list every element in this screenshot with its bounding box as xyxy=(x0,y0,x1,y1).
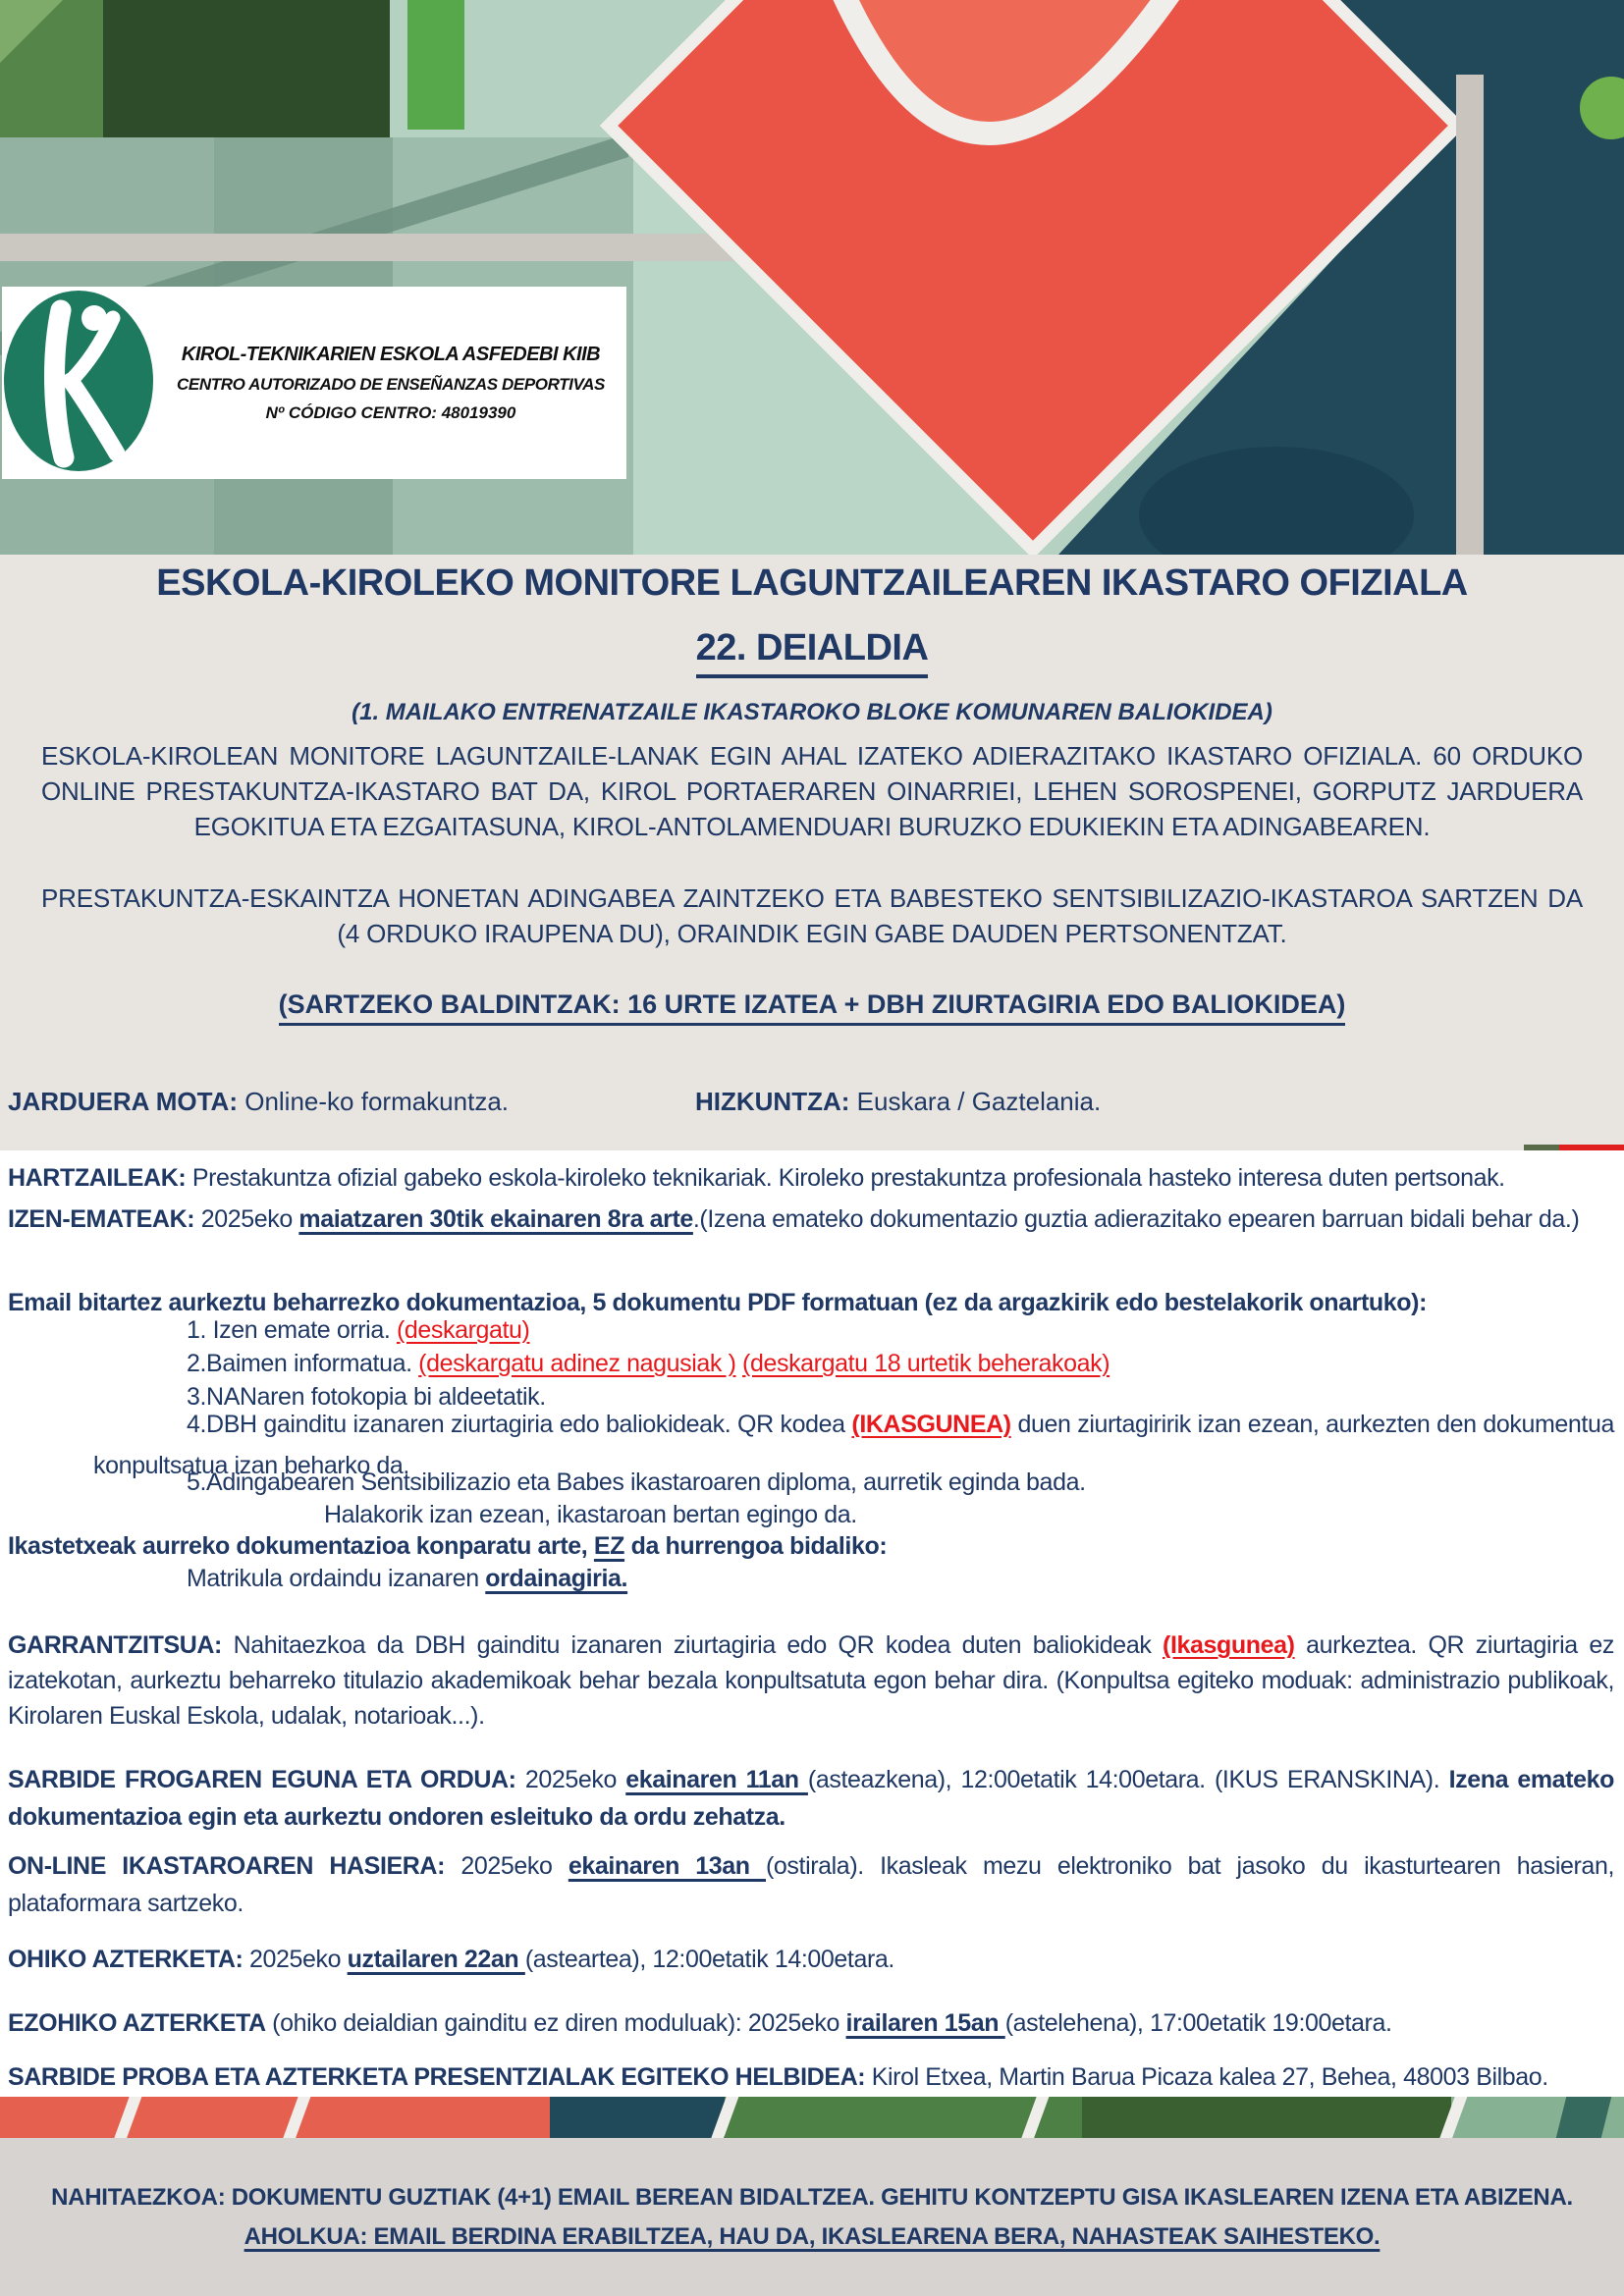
language-label: HIZKUNTZA: xyxy=(695,1087,850,1116)
bottom-decorative-strip xyxy=(0,2097,1624,2138)
art-forest-block xyxy=(103,0,390,137)
footer-mandatory-note: NAHITAEZKOA: DOKUMENTU GUZTIAK (4+1) EMAIL BEREAN BIDALTZEA. GEHITU KONTZEPTU GISA IKASLEAREN IZENA ETA ABIZENA. AHOLKUA: EMAIL BERDINA ERABILTZEA, HAU DA, IKASLEARENA BERA, NAHASTEAK SAIHESTEKO. xyxy=(51,2183,1573,2250)
ordinary-exam-date: uztailaren 22an xyxy=(347,1946,525,1973)
band-edge-sliver-green xyxy=(1524,1145,1559,1150)
doc-item-2: 2.Baimen informatua. (deskargatu adinez nagusiak ) (deskargatu 18 urtetik beherakoak) xyxy=(187,1350,1110,1377)
doc-item-1: 1. Izen emate orria. (deskargatu) xyxy=(187,1316,530,1344)
doc-item-4: 4.DBH gainditu izanaren ziurtagiria edo baliokideak. QR kodea (IKASGUNEA) duen ziurtagiririk izan ezean, aurkezten den dokumentua konpultsatua izan beharko da. xyxy=(93,1411,1614,1479)
logo-text xyxy=(159,344,623,423)
footer-advice: AHOLKUA: EMAIL BERDINA ERABILTZEA, HAU DA, IKASLEARENA BERA, NAHASTEAK SAIHESTEKO. xyxy=(244,2222,1380,2250)
strip-teal-segment xyxy=(550,2097,725,2138)
art-bright-green-block xyxy=(407,0,464,130)
activity-type-label: JARDUERA MOTA: xyxy=(8,1087,238,1116)
ikasgunea-link[interactable]: (IKASGUNEA) xyxy=(851,1411,1011,1438)
sensitization-paragraph: PRESTAKUNTZA-ESKAINTZA HONETAN ADINGABEA ZAINTZEKO ETA BABESTEKO SENTSIBILIZAZIO-IKASTAROA SARTZEN DA (4 ORDUKO IRAUPENA DU), ORAINDIK EGIN GABE DAUDEN PERTSONENTZAT. xyxy=(41,883,1583,948)
download-link-consent-minors[interactable]: (deskargatu 18 urtetik beherakoak) xyxy=(742,1350,1110,1377)
ikasgunea-link-2[interactable]: (Ikasgunea) xyxy=(1163,1631,1295,1659)
ordinary-exam-line: OHIKO AZTERKETA: 2025eko uztailaren 22an (asteartea), 12:00etatik 14:00etara. xyxy=(8,1946,894,1973)
entrance-test-date: ekainaren 11an xyxy=(625,1766,808,1793)
logo-box xyxy=(2,287,626,479)
equivalence-subtitle: (1. MAILAKO ENTRENATZAILE IKASTAROKO BLOKE KOMUNAREN BALIOKIDEA) xyxy=(352,699,1272,725)
entrance-test-paragraph: SARBIDE FROGAREN EGUNA ETA ORDUA: 2025eko ekainaren 11an (asteazkena), 12:00etatik 14:00etara. (IKUS ERANSKINA). Izena emateko dokumentazioa egin eta aurkeztu ondoren esleituko da ordu zehatza. xyxy=(8,1766,1614,1831)
strip-coral-segment xyxy=(0,2097,550,2138)
language-field xyxy=(695,1087,1101,1117)
band-edge-sliver-red xyxy=(1559,1145,1624,1150)
activity-language-row xyxy=(8,1087,1614,1117)
online-start-paragraph: ON-LINE IKASTAROAREN HASIERA: 2025eko ekainaren 13an (ostirala). Ikasleak mezu elektroniko bat jasoko du ikasturtearen hasieran, plataformara sartzeko. xyxy=(8,1852,1614,1917)
school-warning: Ikastetxeak aurreko dokumentazioa konparatu arte, EZ da hurrengoa bidaliko: xyxy=(8,1532,888,1560)
doc-item-5-note: Halakorik izan ezean, ikastaroan bertan egingo da. xyxy=(324,1501,857,1528)
art-gray-horizontal-bar xyxy=(0,234,762,261)
footer-band xyxy=(0,2138,1624,2296)
intro-paragraph: ESKOLA-KIROLEAN MONITORE LAGUNTZAILE-LANAK EGIN AHAL IZATEKO ADIERAZITAKO IKASTARO OFIZIALA. 60 ORDUKO ONLINE PRESTAKUNTZA-IKASTARO BAT DA, KIROL PORTAERAREN OINARRIEI, LEHEN SOROSPENEI, GORPUTZ JARDUERA EGOKITUA ETA EZGAITASUNA, KIROL-ANTOLAMENDUARI BURUZKO EDUKIEKIN ETA ADINGABEAREN. xyxy=(41,741,1583,841)
language-value: Euskara / Gaztelania. xyxy=(849,1087,1102,1116)
strip-forest-segment xyxy=(1082,2097,1451,2138)
download-link-registration-form[interactable]: (deskargatu) xyxy=(396,1316,530,1344)
logo-center-code: Nº CÓDIGO CENTRO: 48019390 xyxy=(265,403,516,422)
important-paragraph: GARRANTZITSUA: Nahitaezkoa da DBH gainditu izanaren ziurtagiria edo QR kodea duten baliokideak (Ikasgunea) aurkeztea. QR ziurtagiria ez izatekotan, aurkeztu beharreko titulazio akademikoak behar bezala konpultsatuta egon behar dira. (Konpultsa egiteko moduak: administrazio publikoak, Kirolaren Euskal Eskola, udalak, notarioak...). xyxy=(8,1631,1614,1730)
logo-subtitle: CENTRO AUTORIZADO DE ENSEÑANZAS DEPORTIVAS xyxy=(177,375,605,394)
page-title: ESKOLA-KIROLEKO MONITORE LAGUNTZAILEAREN IKASTARO OFIZIALA xyxy=(156,562,1468,604)
registration-dates: maiatzaren 30tik ekainaren 8ra arte xyxy=(298,1205,693,1233)
tuition-receipt-line: Matrikula ordaindu izanaren ordainagiria. xyxy=(187,1565,628,1592)
logo-name: KIROL-TEKNIKARIEN ESKOLA ASFEDEBI KIIB xyxy=(181,344,601,365)
receipt-word: ordainagiria. xyxy=(485,1565,628,1592)
entry-requirements: (SARTZEKO BALDINTZAK: 16 URTE IZATEA + DBH ZIURTAGIRIA EDO BALIOKIDEA) xyxy=(0,989,1624,1020)
doc-item-5: 5.Adingabearen Sentsibilizazio eta Babes ikastaroaren diploma, aurretik eginda bada. xyxy=(187,1468,1086,1496)
registration-paragraph: IZEN-EMATEAK: 2025eko maiatzaren 30tik ekainaren 8ra arte.(Izena emateko dokumentazio guztia adierazitako epearen barruan bidali behar da.) xyxy=(8,1205,1580,1233)
logo-k-icon xyxy=(2,289,155,477)
doc-item-3: 3.NANaren fotokopia bi aldeetatik. xyxy=(187,1383,546,1411)
email-docs-header: Email bitartez aurkeztu beharrezko dokumentazioa, 5 dokumentu PDF formatuan (ez da argazkirik edo bestelakorik onartuko): xyxy=(8,1289,1427,1316)
recipients-paragraph: HARTZAILEAK: Prestakuntza ofizial gabeko eskola-kiroleko teknikariak. Kiroleko prestakuntza profesionala hasteko interesa duten pertsonak. xyxy=(8,1164,1505,1192)
activity-type-value: Online-ko formakuntza. xyxy=(238,1087,510,1116)
art-gray-vertical-bar xyxy=(1456,75,1484,555)
address-line: SARBIDE PROBA ETA AZTERKETA PRESENTZIALAK EGITEKO HELBIDEA: Kirol Etxea, Martin Barua Picaza kalea 27, Behea, 48003 Bilbao. xyxy=(8,2063,1548,2091)
edition-title: 22. DEIALDIA xyxy=(0,627,1624,678)
download-link-consent-adults[interactable]: (deskargatu adinez nagusiak ) xyxy=(418,1350,736,1377)
online-start-date: ekainaren 13an xyxy=(568,1852,766,1880)
extraordinary-exam-line: EZOHIKO AZTERKETA (ohiko deialdian gainditu ez diren moduluak): 2025eko irailaren 15an (astelehena), 17:00etatik 19:00etara. xyxy=(8,2009,1392,2037)
extraordinary-exam-date: irailaren 15an xyxy=(845,2009,1005,2037)
